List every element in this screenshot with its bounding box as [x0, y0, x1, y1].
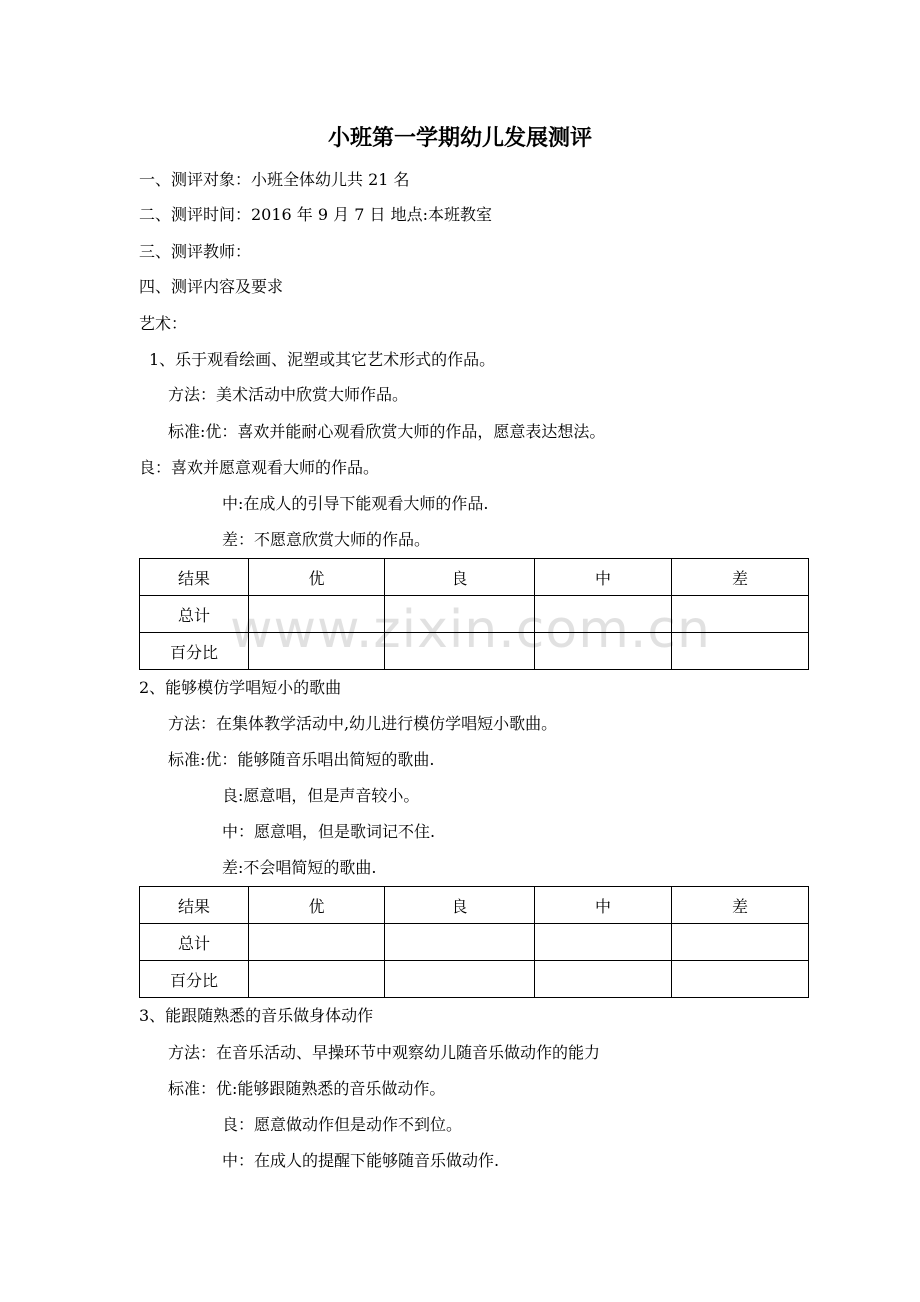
- table-row: [140, 961, 809, 998]
- table-header-row: [140, 887, 809, 924]
- row-label-percent: 百分比: [140, 961, 249, 998]
- table-row: [140, 633, 809, 670]
- item1-standard-zhong: 中:在成人的引导下能观看大师的作品.: [222, 494, 489, 513]
- table-cell: [535, 633, 672, 670]
- table-header-cell: 良: [385, 887, 535, 924]
- item3-heading: 3、能跟随熟悉的音乐做身体动作: [139, 1006, 374, 1025]
- table-cell: [385, 924, 535, 961]
- watermark: www.zixin.com.cn: [230, 600, 711, 660]
- table-header-cell: 结果: [140, 887, 249, 924]
- header-content: 四、测评内容及要求: [139, 277, 284, 296]
- item3-standard-you: 标准：优:能够跟随熟悉的音乐做动作。: [168, 1079, 446, 1098]
- table-cell: [385, 633, 535, 670]
- table-cell: [249, 924, 385, 961]
- table-cell: [672, 961, 809, 998]
- row-label-total: 总计: [140, 596, 249, 633]
- table-cell: [535, 596, 672, 633]
- header-teacher: 三、测评教师：: [139, 242, 252, 261]
- row-label-total: 总计: [140, 924, 249, 961]
- table-header-cell: 结果: [140, 559, 249, 596]
- header-time-place: 二、测评时间：2016 年 9 月 7 日 地点:本班教室: [139, 205, 492, 224]
- table-cell: [385, 961, 535, 998]
- table-header-cell: 优: [249, 887, 385, 924]
- table-header-cell: 优: [249, 559, 385, 596]
- table-header-cell: 中: [535, 559, 672, 596]
- page-title: 小班第一学期幼儿发展测评: [327, 126, 592, 151]
- item2-standard-zhong: 中：愿意唱，但是歌词记不住.: [222, 822, 436, 841]
- item1-heading: 1、乐于观看绘画、泥塑或其它艺术形式的作品。: [149, 350, 496, 369]
- table-cell: [385, 596, 535, 633]
- item3-method: 方法：在音乐活动、早操环节中观察幼儿随音乐做动作的能力: [168, 1043, 601, 1062]
- header-target: 一、测评对象：小班全体幼儿共 21 名: [139, 170, 410, 189]
- table-header-cell: 差: [672, 559, 809, 596]
- table-header-cell: 差: [672, 887, 809, 924]
- item2-standard-cha: 差:不会唱简短的歌曲.: [222, 858, 377, 877]
- table-cell: [535, 961, 672, 998]
- table-cell: [249, 633, 385, 670]
- table-cell: [672, 633, 809, 670]
- item1-standard-cha: 差：不愿意欣赏大师的作品。: [222, 530, 431, 549]
- table-header-row: [140, 559, 809, 596]
- item1-standard-liang: 良：喜欢并愿意观看大师的作品。: [139, 458, 380, 477]
- item2-standard-you: 标准:优：能够随音乐唱出简短的歌曲.: [168, 750, 435, 769]
- item2-standard-liang: 良:愿意唱，但是声音较小。: [222, 786, 420, 805]
- table-row: [140, 596, 809, 633]
- table-cell: [672, 924, 809, 961]
- table-header-cell: 中: [535, 887, 672, 924]
- section-art: 艺术：: [139, 314, 188, 333]
- item3-standard-liang: 良：愿意做动作但是动作不到位。: [222, 1115, 463, 1134]
- item1-method: 方法：美术活动中欣赏大师作品。: [168, 385, 409, 404]
- item2-result-table: [139, 886, 809, 998]
- table-row: [140, 924, 809, 961]
- item2-heading: 2、能够模仿学唱短小的歌曲: [139, 678, 342, 697]
- item1-standard-you: 标准:优：喜欢并能耐心观看欣赏大师的作品，愿意表达想法。: [168, 422, 606, 441]
- table-cell: [249, 596, 385, 633]
- table-header-cell: 良: [385, 559, 535, 596]
- item2-method: 方法：在集体教学活动中,幼儿进行模仿学唱短小歌曲。: [168, 714, 558, 733]
- table-cell: [672, 596, 809, 633]
- table-cell: [249, 961, 385, 998]
- item1-result-table: [139, 558, 809, 670]
- table-cell: [535, 924, 672, 961]
- item3-standard-zhong: 中：在成人的提醒下能够随音乐做动作.: [222, 1151, 500, 1170]
- row-label-percent: 百分比: [140, 633, 249, 670]
